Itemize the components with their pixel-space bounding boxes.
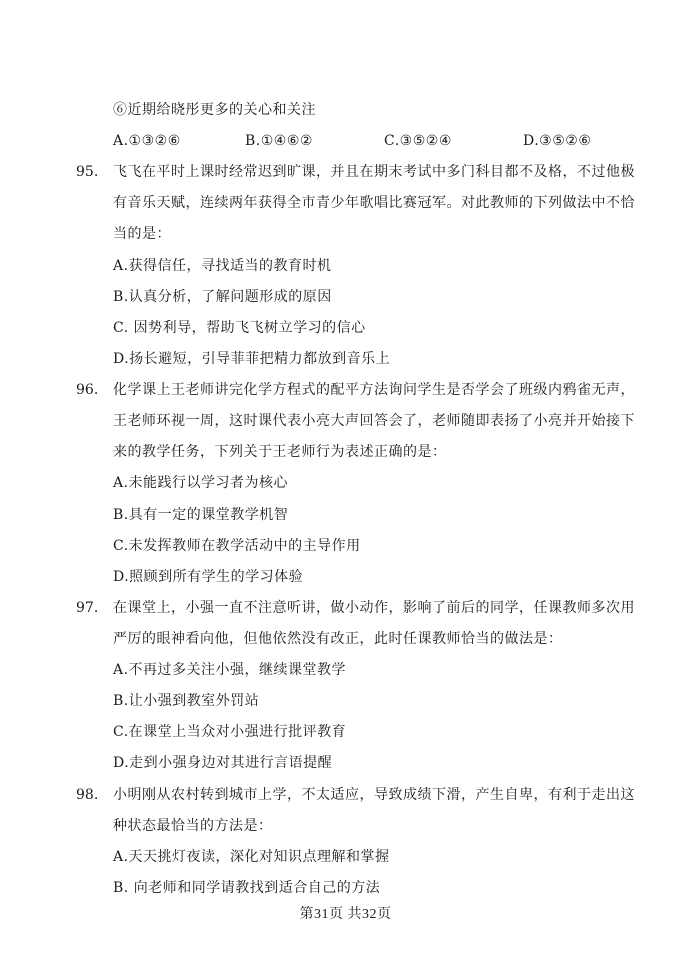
prev-question-option-d: D.③⑤②⑥ xyxy=(523,133,592,149)
prev-question-option-a: A.①③②⑥ xyxy=(113,133,181,149)
question-option: B. 向老师和同学请教找到适合自己的方法 xyxy=(113,880,381,896)
question-text-line: 来的教学任务，下列关于王老师行为表述正确的是： xyxy=(113,444,447,460)
question-number: 98. xyxy=(76,787,99,803)
question-option: B.让小强到教室外罚站 xyxy=(113,693,260,709)
question-text-line: 王老师环视一周，这时课代表小亮大声回答会了，老师随即表扬了小亮并开始接下 xyxy=(113,413,635,429)
question-option: A.天天挑灯夜读，深化对知识点理解和掌握 xyxy=(113,849,390,865)
question-text-line: 小明刚从农村转到城市上学，不太适应，导致成绩下滑，产生自卑，有利于走出这 xyxy=(113,787,635,803)
prev-question-option-c: C.③⑤②④ xyxy=(384,133,452,149)
question-number: 96. xyxy=(76,382,99,398)
question-option: B.具有一定的课堂教学机智 xyxy=(113,507,289,523)
prev-question-item-6: ⑥近期给晓彤更多的关心和关注 xyxy=(113,102,316,118)
question-text-line: 化学课上王老师讲完化学方程式的配平方法询问学生是否学会了班级内鸦雀无声， xyxy=(113,382,635,398)
question-option: C. 因势利导，帮助飞飞树立学习的信心 xyxy=(113,320,366,336)
question-text-line: 严厉的眼神看向他，但他依然没有改正，此时任课教师恰当的做法是： xyxy=(113,631,563,647)
question-text-line: 当的是： xyxy=(113,226,171,242)
question-option: A.未能践行以学习者为核心 xyxy=(113,475,289,491)
question-text-line: 种状态最恰当的方法是： xyxy=(113,818,273,834)
question-number: 97. xyxy=(76,600,99,616)
question-option: C.未发挥教师在教学活动中的主导作用 xyxy=(113,538,361,554)
question-option: C.在课堂上当众对小强进行批评教育 xyxy=(113,724,347,740)
question-number: 95. xyxy=(76,164,99,180)
question-option: D.走到小强身边对其进行言语提醒 xyxy=(113,755,333,771)
question-text-line: 有音乐天赋，连续两年获得全市青少年歌唱比赛冠军。对此教师的下列做法中不恰 xyxy=(113,195,635,211)
question-option: A.不再过多关注小强，继续课堂教学 xyxy=(113,662,347,678)
question-option: D.照顾到所有学生的学习体验 xyxy=(113,569,304,585)
question-option: D.扬长避短，引导菲菲把精力都放到音乐上 xyxy=(113,351,391,367)
question-text-line: 飞飞在平时上课时经常迟到旷课，并且在期末考试中多门科目都不及格，不过他极 xyxy=(113,164,635,180)
page-footer: 第31页 共32页 xyxy=(299,907,392,922)
question-option: B.认真分析，了解问题形成的原因 xyxy=(113,289,332,305)
question-text-line: 在课堂上，小强一直不注意听讲，做小动作，影响了前后的同学，任课教师多次用 xyxy=(113,600,635,616)
prev-question-option-b: B.①④⑥② xyxy=(245,133,313,149)
question-option: A.获得信任，寻找适当的教育时机 xyxy=(113,258,332,274)
